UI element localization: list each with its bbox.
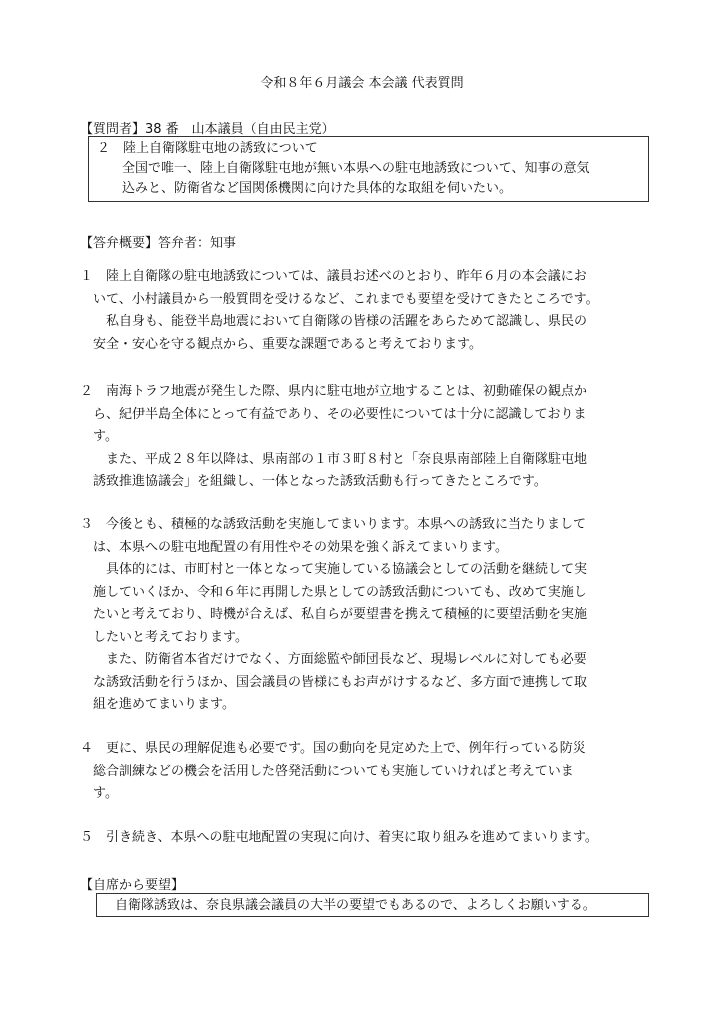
answer-line: な誘致活動を行うほか、国会議員の皆様にもお声がけするなど、多方面で連携して取 <box>80 674 588 690</box>
answer-paragraph-5 <box>80 827 660 850</box>
answer-paragraph-4 <box>80 738 660 806</box>
answer-paragraph-2 <box>80 381 660 494</box>
document-title: 令和８年６月議会 本会議 代表質問 <box>260 76 464 91</box>
answer-line: ２ 南海トラフ地震が発生した際、県内に駐屯地が立地することは、初動確保の観点か <box>80 384 588 399</box>
question-topic: ２ 陸上自衛隊駐屯地の誘致について <box>97 141 318 156</box>
answer-line: また、平成２８年以降は、県南部の１市３町８村と「奈良県南部陸上自衛隊駐屯地 <box>80 451 588 467</box>
answer-line: 安全・安心を守る観点から、重要な課題であると考えております。 <box>80 336 482 352</box>
answer-line: ３ 今後とも、積極的な誘致活動を実施してまいります。本県への誘致に当たりまして <box>80 517 586 532</box>
answer-line: ５ 引き続き、本県への駐屯地配置の実現に向け、着実に取り組みを進めてまいります。 <box>80 830 598 845</box>
answer-line: 組を進めてまいります。 <box>80 697 235 712</box>
answer-line: 誘致推進協議会」を組織し、一体となった誘致活動も行ってきたところです。 <box>80 474 547 489</box>
answer-line: また、防衛省本省だけでなく、方面総監や師団長など、現場レベルに対しても必要 <box>80 652 587 667</box>
answer-line: す。 <box>80 429 118 444</box>
answer-line: 総合訓練などの機会を活用した啓発活動についても実施していければと考えていま <box>80 763 574 779</box>
answer-line: 具体的には、市町村と一体となって実施している協議会としての活動を継続して実 <box>80 562 588 577</box>
answer-line: １ 陸上自衛隊の駐屯地誘致については、議員お述べのとおり、昨年６月の本会議にお <box>80 269 587 284</box>
answer-line: は、本県への駐屯地配置の有用性やその効果を強く訴えてまいります。 <box>80 539 508 555</box>
answer-line: 施していくほか、令和６年に再開した県としての誘致活動についても、改めて実施し <box>80 584 587 600</box>
answer-line: したいと考えております。 <box>80 629 248 645</box>
answer-paragraph-3 <box>80 514 660 717</box>
answer-line: ４ 更に、県民の理解促進も必要です。国の動向を見定めた上で、例年行っている防災 <box>80 741 586 756</box>
question-line: 全国で唯一、陸上自衛隊駐屯地が無い本県への駐屯地誘致について、知事の意気 <box>122 161 590 176</box>
answer-line: いて、小村議員から一般質問を受けるなど、これまでも要望を受けてきたところです。 <box>80 291 599 307</box>
request-text: 自衛隊誘致は、奈良県議会議員の大半の要望でもあるので、よろしくお願いする。 <box>115 898 596 913</box>
questioner-header: 【質問者】38 番 山本議員（自由民主党） <box>80 122 335 137</box>
answer-line: ら、紀伊半島全体にとって有益であり、その必要性については十分に認識しておりま <box>80 406 587 422</box>
question-line: 込みと、防衛省など国関係機関に向けた具体的な取組を伺いたい。 <box>122 181 513 196</box>
answer-line: す。 <box>80 786 118 801</box>
question-box <box>88 136 649 202</box>
answer-paragraph-1 <box>80 266 660 356</box>
request-header: 【自席から要望】 <box>80 878 185 893</box>
answer-header: 【答弁概要】答弁者：知事 <box>80 236 237 251</box>
answer-line: たいと考えており、時機が合えば、私自らが要望書を携えて積極的に要望活動を実施 <box>80 607 588 622</box>
request-box <box>96 893 649 917</box>
answer-line: 私自身も、能登半島地震において自衛隊の皆様の活躍をあらためて認識し、県民の <box>80 314 588 329</box>
